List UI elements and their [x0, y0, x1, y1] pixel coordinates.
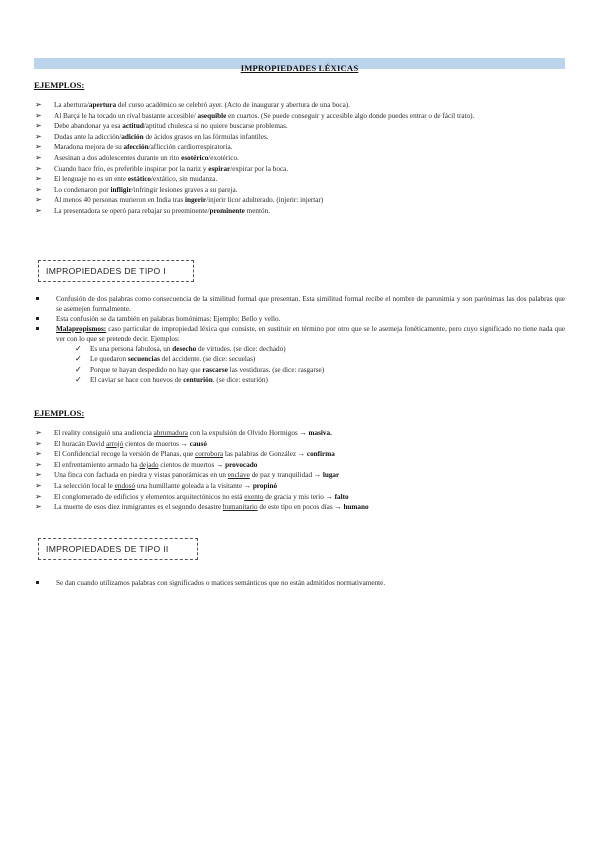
malapropismos-examples	[56, 344, 565, 386]
examples-list-1	[34, 100, 565, 217]
check-icon: ✓	[75, 354, 82, 364]
example-text: Lo condenaron por	[54, 185, 111, 194]
right-arrow-icon: →	[180, 439, 188, 448]
check-icon: ✓	[75, 344, 82, 353]
example-text: El lenguaje no es un ente	[54, 175, 128, 184]
example-text: Asesinan a dos adolescentes durante un rito	[54, 153, 182, 162]
example-text: El huracán David	[54, 439, 107, 448]
improper-word: exento	[244, 492, 264, 501]
correct-word: humano	[343, 503, 369, 512]
section-title-tipo-1: IMPROPIEDADES DE TIPO I	[46, 266, 166, 276]
check-text: las vestiduras. (se dice: rasgarse)	[227, 365, 325, 374]
list-item	[34, 492, 565, 503]
arrow-bullet-icon: ➢	[35, 110, 42, 120]
example-text: una humillante goleada a la visitante	[135, 481, 244, 490]
list-item	[34, 132, 565, 143]
arrow-bullet-icon: ➢	[35, 438, 42, 448]
square-bullet-icon	[36, 327, 39, 330]
example-text: del curso académico se celebró ayer. (Acto de inaugurar y abertura de una boca).	[116, 101, 350, 109]
example-text: /infringir lesiones graves a su pareja.	[131, 185, 238, 194]
right-arrow-icon: →	[297, 450, 306, 459]
check-icon: ✓	[75, 375, 82, 385]
example-text: El Confidencial recoge la versión de Planas, que	[54, 450, 196, 459]
example-text: Debe abandonar ya esa	[54, 122, 123, 131]
malapropism-word: rascarse	[202, 365, 228, 374]
improper-word: corrobora	[195, 450, 224, 459]
malapropism-word: desecho	[172, 345, 197, 353]
list-item	[34, 142, 565, 153]
example-text: El enfrentamiento armado ha	[54, 460, 140, 469]
arrow-bullet-icon: ➢	[35, 142, 42, 152]
example-text: las palabras de González	[223, 450, 298, 459]
correct-word: falto	[334, 492, 349, 501]
check-item	[56, 344, 565, 354]
example-text: El reality consiguió una audiencia	[54, 429, 154, 437]
check-text: El caviar se hace con huevos de	[90, 376, 184, 385]
improper-word: humanitario	[222, 503, 258, 512]
example-text: La presentadora se operó para rebajar su preeminente/	[54, 206, 210, 215]
example-text: Al Barça le ha tocado un rival bastante accesible/	[54, 111, 198, 120]
malapropism-word: centurión	[183, 376, 213, 385]
tipo-1-paragraph-2: Esta confusión se da también en palabras homónimas: Ejemplo: Bello y vello.	[56, 315, 281, 323]
improper-word: endosó	[114, 481, 136, 490]
correct-word: causó	[189, 439, 207, 448]
tipo-1-paragraph-1: Confusión de dos palabras como consecuencia de la similitud formal que presentan. Esta similitud formal recibe el nombre de paronimia y son parónimas las dos palabras que se asemejen formalmente.	[56, 295, 565, 313]
example-text: Dudas ante la adicción/	[54, 132, 122, 141]
example-correct-word: infligir	[110, 185, 132, 194]
square-bullet-icon	[36, 317, 39, 320]
list-item	[34, 439, 565, 450]
right-arrow-icon: →	[325, 492, 333, 501]
arrow-bullet-icon: ➢	[35, 459, 42, 469]
example-text: de ácidos grasos en las fórmulas infantiles.	[143, 132, 269, 141]
check-item	[56, 375, 565, 385]
arrow-bullet-icon: ➢	[35, 195, 42, 205]
list-item	[34, 470, 565, 481]
section-title-tipo-2: IMPROPIEDADES DE TIPO II	[46, 544, 169, 554]
check-text: del accidente. (se dice: secuelas)	[159, 355, 256, 364]
list-item	[34, 185, 565, 196]
list-item	[34, 428, 565, 439]
arrow-bullet-icon: ➢	[35, 184, 42, 194]
example-text: Al menos 40 personas murieron en India tras	[54, 196, 185, 205]
check-text: Porque te hayan despedido no hay que	[90, 365, 203, 374]
arrow-bullet-icon: ➢	[35, 491, 42, 501]
malapropism-word: secuencias	[127, 355, 160, 364]
example-correct-word: apertura	[88, 101, 117, 109]
check-text: . (se dice: esturión)	[212, 376, 268, 385]
arrow-bullet-icon: ➢	[35, 205, 42, 215]
right-arrow-icon: →	[313, 471, 322, 480]
example-correct-word: espirar	[208, 164, 231, 173]
title-banner	[34, 58, 565, 73]
arrow-bullet-icon: ➢	[35, 100, 42, 109]
tipo-2-list	[34, 578, 565, 588]
check-item	[56, 354, 565, 364]
example-text: /aflicción cardiorrespiratoria.	[148, 143, 233, 152]
section-box-tipo-2	[38, 538, 198, 560]
example-text: La muerte de esos diez inmigrantes es el segundo desastre	[54, 503, 223, 512]
example-text: cientos de muertos	[158, 460, 217, 469]
square-bullet-icon	[36, 581, 39, 584]
arrow-bullet-icon: ➢	[35, 470, 42, 480]
list-item	[34, 206, 565, 217]
arrow-bullet-icon: ➢	[35, 449, 42, 459]
example-text: cientos de muertos	[123, 439, 181, 448]
correct-word: provocado	[225, 460, 258, 469]
correct-word: propinó	[252, 481, 278, 490]
list-item	[34, 578, 565, 588]
page-title: IMPROPIEDADES LÉXICAS	[240, 63, 359, 73]
list-item	[34, 121, 565, 132]
list-item	[34, 481, 565, 492]
example-correct-word: afección	[123, 143, 149, 152]
list-item	[34, 195, 565, 206]
example-text: en cuartos. (Se puede conseguir y accesible algo donde puedes entrar o de fácil trato).	[226, 111, 475, 120]
right-arrow-icon: →	[334, 503, 342, 512]
example-correct-word: actitud	[122, 122, 144, 131]
list-item	[34, 460, 565, 471]
example-text: mentón.	[244, 206, 271, 215]
example-correct-word: ingerir	[184, 196, 207, 205]
example-text: /exotérico.	[208, 153, 239, 162]
check-text: Le quedaron	[90, 355, 128, 364]
example-text: La abertura/	[54, 101, 89, 109]
arrow-bullet-icon: ➢	[35, 131, 42, 141]
check-icon: ✓	[75, 364, 82, 374]
example-text: /aptitud chulesca si no quiere buscarse problemas.	[143, 122, 288, 131]
example-text: Una finca con fachada en piedra y vistas panorámicas en un	[54, 471, 228, 480]
list-item	[34, 153, 565, 164]
improper-word: dejado	[139, 460, 159, 469]
example-text: El conglomerado de edificios y elementos arquitectónicos no está	[54, 492, 245, 501]
list-item	[34, 324, 565, 386]
example-correct-word: prominente	[209, 206, 245, 215]
list-item	[34, 164, 565, 175]
list-item	[34, 502, 565, 513]
example-correct-word: asequible	[197, 111, 227, 120]
list-item	[34, 100, 565, 111]
examples-list-2	[34, 428, 565, 513]
example-text: Cuando hace frío, es preferible inspirar por la nariz y	[54, 164, 209, 173]
tipo-1-paragraph-3: caso particular de impropiedad léxica que consiste, en sustituir en término por otro que se le asemeja fonéticamente, pero cuyo significado no tiene nada que ver con lo que se pretende decir. Ejemplos:	[56, 325, 565, 343]
tipo-2-paragraph-1: Se dan cuando utilizamos palabras con significados o matices semánticos que no están admitidos normativamente.	[56, 579, 386, 587]
arrow-bullet-icon: ➢	[35, 174, 42, 184]
malapropismos-term: Malapropismos:	[56, 325, 107, 333]
list-item	[34, 111, 565, 122]
example-correct-word: adición	[121, 132, 144, 141]
example-text: /injerir licor adulterado. (injerir: injertar)	[206, 196, 324, 205]
right-arrow-icon: →	[299, 429, 307, 437]
right-arrow-icon: →	[243, 481, 252, 490]
example-text: Maradona mejora de su	[54, 143, 124, 152]
example-text: de este tipo en pocos días	[257, 503, 335, 512]
improper-word: arrojó	[106, 439, 124, 448]
check-item	[56, 365, 565, 375]
list-item	[34, 294, 565, 314]
check-text: de virtudes. (se dice: dechado)	[196, 345, 286, 353]
list-item	[34, 174, 565, 185]
square-bullet-icon	[36, 297, 39, 300]
arrow-bullet-icon: ➢	[35, 121, 42, 131]
example-correct-word: esotérico	[181, 153, 209, 162]
arrow-bullet-icon: ➢	[35, 428, 42, 437]
example-text: de gracia y mis terio	[263, 492, 326, 501]
example-text: de paz y tranquilidad	[249, 471, 314, 480]
example-text: La selección local le	[54, 481, 115, 490]
tipo-1-list	[34, 294, 565, 386]
example-text: /expirar por la boca.	[230, 164, 289, 173]
example-text: con la expulsión de Olvido Hormigos	[187, 429, 300, 437]
correct-word: confirma	[306, 450, 335, 459]
improper-word: abrumadora	[153, 429, 188, 437]
examples-heading-2: EJEMPLOS:	[34, 408, 85, 418]
arrow-bullet-icon: ➢	[35, 502, 42, 512]
check-text: Es una persona fabulosa, un	[90, 345, 173, 353]
correct-word: lugar	[322, 471, 340, 480]
right-arrow-icon: →	[216, 460, 224, 469]
improper-word: enclave	[227, 471, 250, 480]
list-item	[34, 449, 565, 460]
section-box-tipo-1	[38, 260, 194, 282]
arrow-bullet-icon: ➢	[35, 163, 42, 173]
example-correct-word: estático	[127, 175, 152, 184]
example-text: /extático, sin mudanza.	[151, 175, 218, 184]
arrow-bullet-icon: ➢	[35, 480, 42, 490]
list-item	[34, 314, 565, 324]
examples-heading: EJEMPLOS:	[34, 80, 85, 90]
correct-word: masiva.	[308, 429, 332, 437]
arrow-bullet-icon: ➢	[35, 152, 42, 162]
